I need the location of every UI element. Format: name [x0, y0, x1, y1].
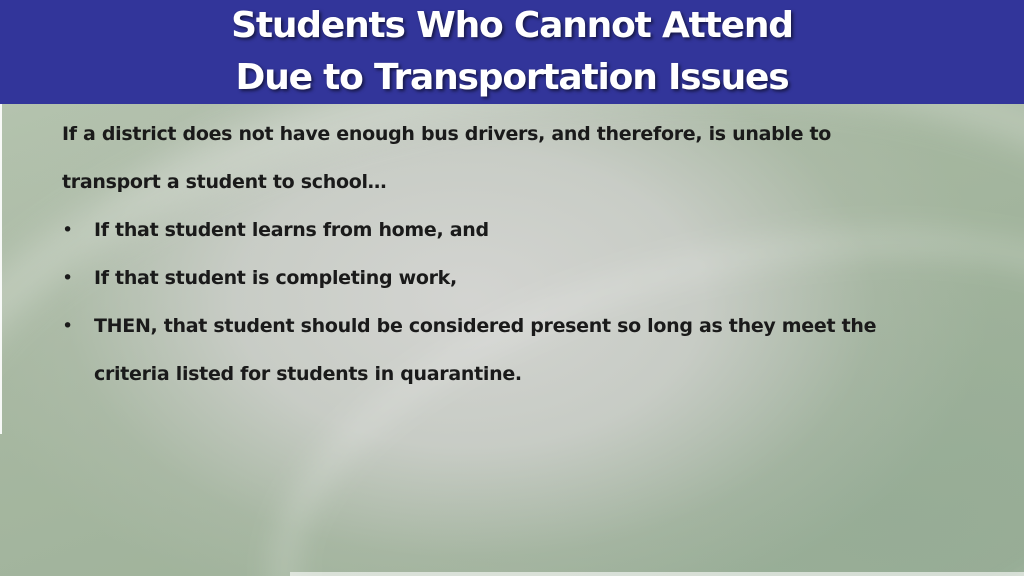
- slide-title-line-1: Students Who Cannot Attend: [231, 5, 793, 46]
- bullet-point-icon: •: [62, 267, 73, 289]
- slide-title-line-2: Due to Transportation Issues: [235, 57, 789, 98]
- bullet-point-icon: •: [62, 219, 73, 241]
- bullet-point-icon: •: [62, 315, 73, 337]
- bullet-text: If that student learns from home, and: [94, 219, 489, 241]
- bullet-item: [62, 254, 962, 302]
- bullet-text-line-1: THEN, that student should be considered present so long as they meet the: [94, 315, 877, 337]
- bottom-accent-line: [290, 572, 1024, 576]
- intro-paragraph: [62, 110, 962, 206]
- bullet-item: [62, 302, 962, 398]
- intro-line-2: transport a student to school…: [62, 171, 387, 193]
- intro-line-1: If a district does not have enough bus drivers, and therefore, is unable to: [62, 123, 832, 145]
- left-edge-highlight: [0, 104, 2, 434]
- bullet-text: If that student is completing work,: [94, 267, 457, 289]
- bullet-item: [62, 206, 962, 254]
- slide-body: [62, 110, 962, 398]
- title-banner: [0, 0, 1024, 104]
- bullet-list: [62, 206, 962, 398]
- bullet-text-line-2: criteria listed for students in quarantine.: [94, 363, 522, 385]
